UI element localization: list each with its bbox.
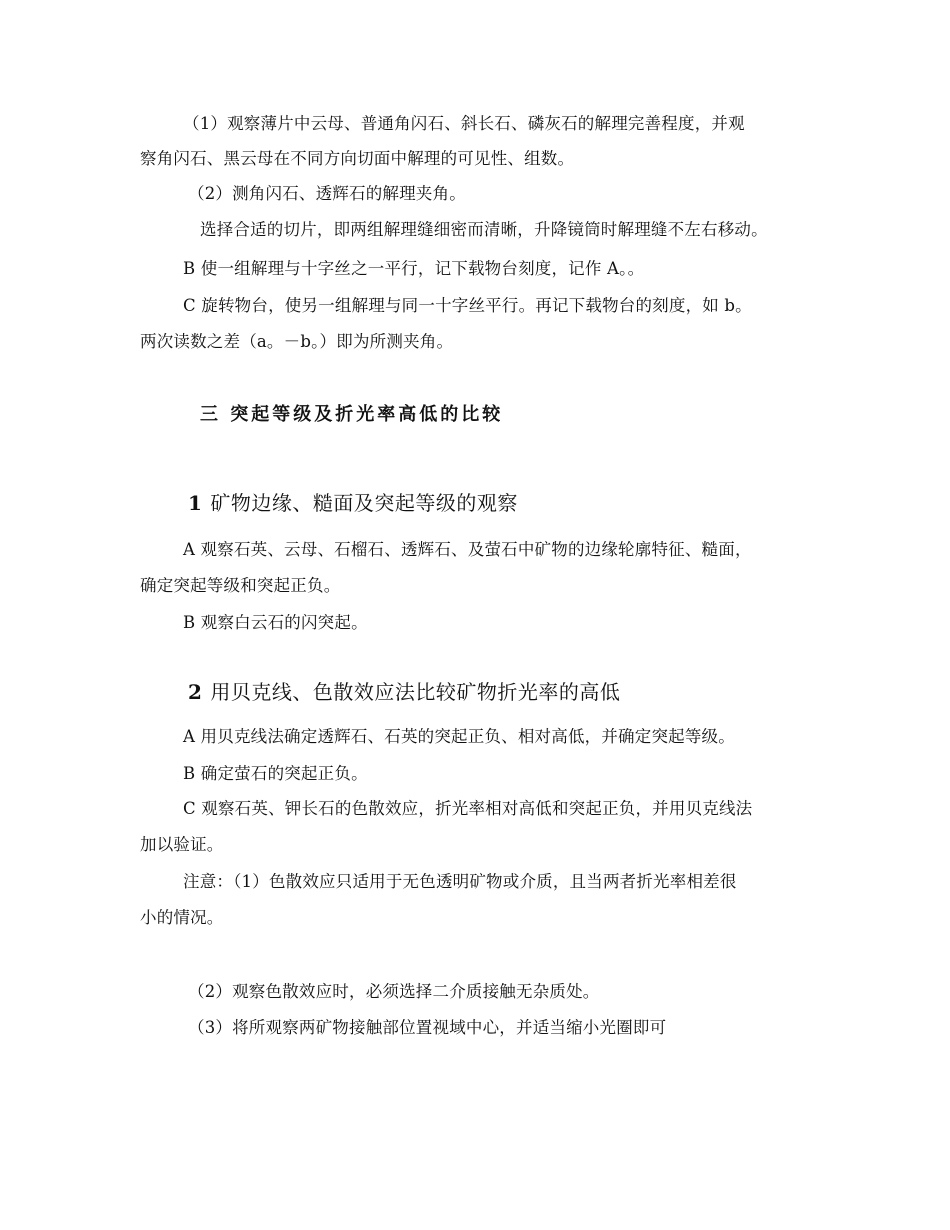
paragraph-3: 选择合适的切片，即两组解理缝细密而清晰，升降镜筒时解理缝不左右移动。: [200, 220, 768, 239]
subsection-1-title: 矿物边缘、糙面及突起等级的观察: [210, 491, 518, 515]
sub2-note-3: （3）将所观察两矿物接触部位置视域中心，并适当缩小光圈即可: [188, 1018, 667, 1037]
paragraph-1-line-2: 察角闪石、黑云母在不同方向切面中解理的可见性、组数。: [140, 149, 575, 168]
sub1-item-b: B 观察白云石的闪突起。: [183, 613, 368, 632]
subsection-1-number: 1: [188, 491, 203, 515]
paragraph-4: B 使一组解理与十字丝之一平行，记下载物台刻度，记作 A。。: [183, 259, 645, 278]
paragraph-2: （2）测角闪石、透辉石的解理夹角。: [188, 184, 466, 203]
subsection-2-title: 用贝克线、色散效应法比较矿物折光率的高低: [210, 680, 621, 704]
sub2-note-2: （2）观察色散效应时，必须选择二介质接触无杂质处。: [188, 982, 600, 1001]
subsection-2-number: 2: [188, 680, 203, 704]
sub1-item-a-line-1: A 观察石英、云母、石榴石、透辉石、及萤石中矿物的边缘轮廓特征、糙面，: [183, 540, 752, 559]
subsection-1-heading: [188, 490, 518, 516]
paragraph-5-line-2: 两次读数之差（a。－b。）即为所测夹角。: [140, 332, 454, 351]
paragraph-5-line-1: C 旋转物台，使另一组解理与同一十字丝平行。再记下载物台的刻度，如 b。: [183, 296, 752, 315]
sub1-item-a-line-2: 确定突起等级和突起正负。: [140, 576, 341, 595]
sub2-item-a: A 用贝克线法确定透辉石、石英的突起正负、相对高低，并确定突起等级。: [183, 727, 735, 746]
paragraph-1-line-1: （1）观察薄片中云母、普通角闪石、斜长石、磷灰石的解理完善程度，并观: [183, 114, 745, 133]
sub2-item-c-line-1: C 观察石英、钾长石的色散效应，折光率相对高低和突起正负，并用贝克线法: [183, 799, 753, 818]
sub2-item-c-line-2: 加以验证。: [140, 835, 224, 854]
sub2-note-line-2: 小的情况。: [140, 908, 224, 927]
sub2-item-b: B 确定萤石的突起正负。: [183, 764, 368, 783]
sub2-note-line-1: 注意：（1）色散效应只适用于无色透明矿物或介质，且当两者折光率相差很: [183, 872, 737, 891]
subsection-2-heading: [188, 679, 620, 705]
section-3-heading: 三 突起等级及折光率高低的比较: [200, 404, 504, 425]
